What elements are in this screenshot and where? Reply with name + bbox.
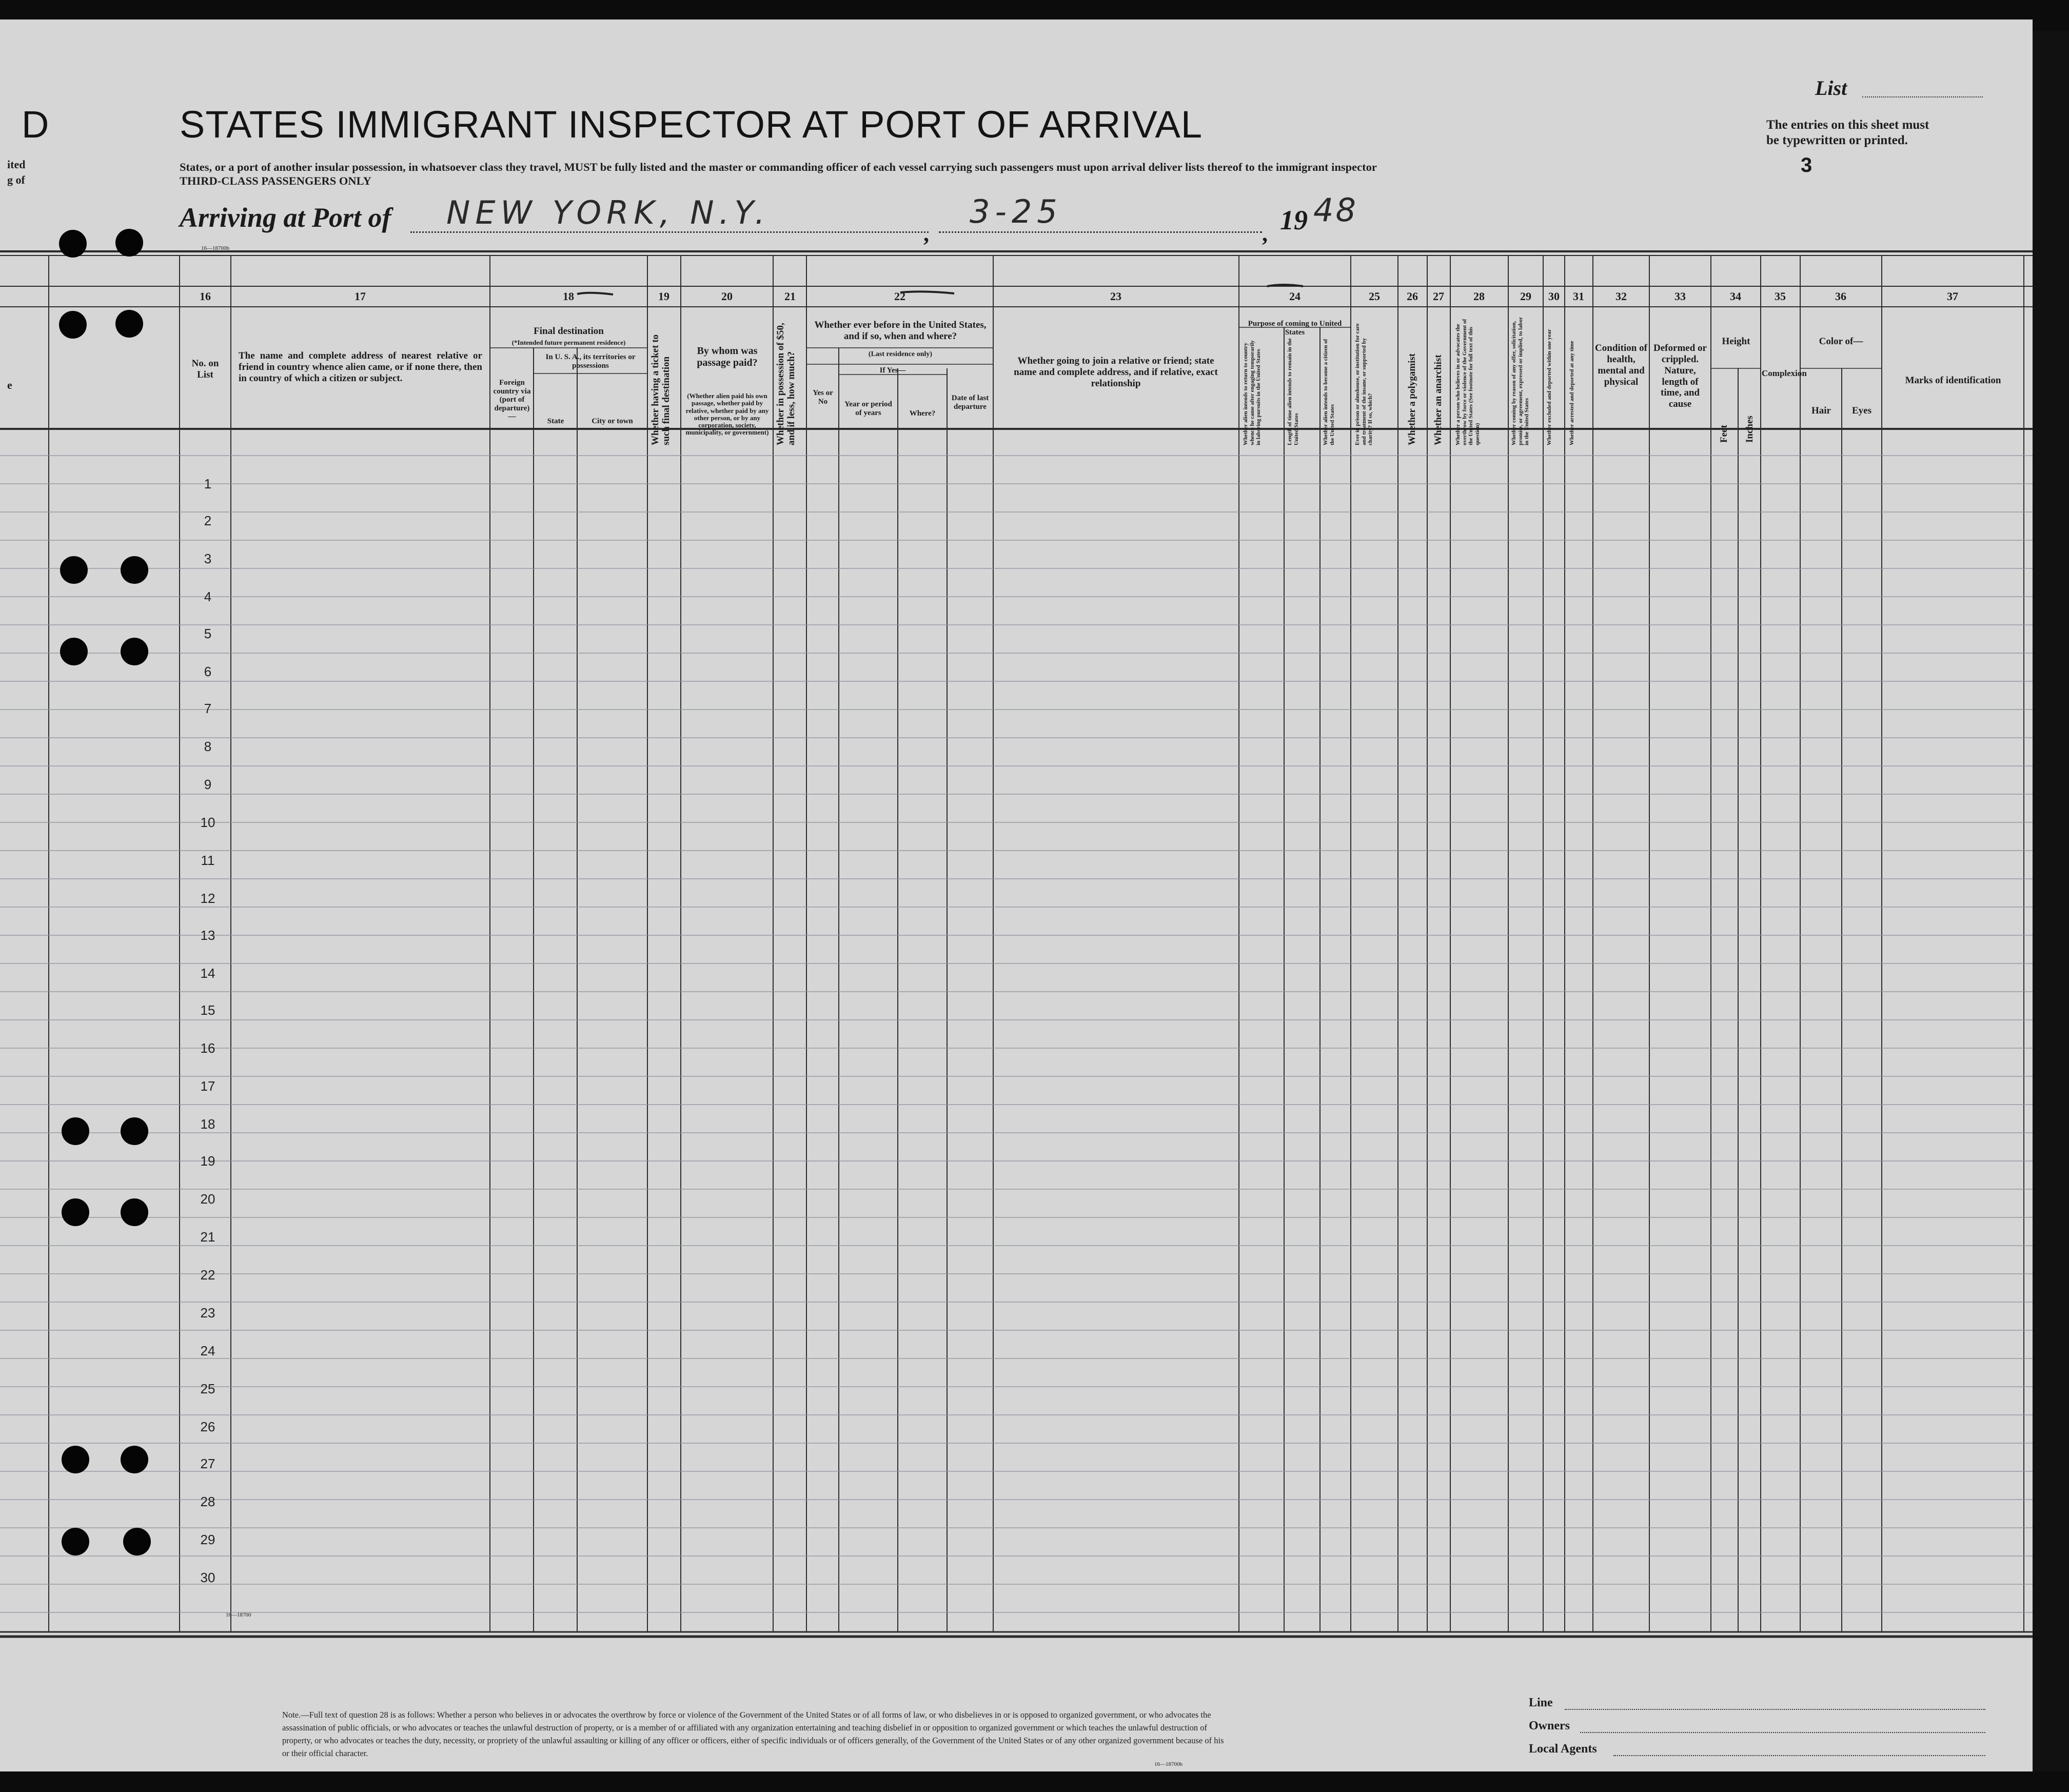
header-ticket: Whether having a ticket to such final destination [650,334,672,445]
header-joining-relative: Whether going to join a relative or friend; state name and complete address, and if relative, exact relationship [1014,356,1218,389]
row-number: 14 [200,966,215,981]
row-number: 28 [200,1494,215,1509]
punch-hole-icon [123,1528,151,1555]
header-feet: Feet [1719,425,1729,443]
col-num-32: 32 [1615,290,1627,303]
left-edge-fragment-2: g of [7,173,25,186]
local-agents-field [1613,1755,1985,1756]
row-number: 24 [200,1343,215,1358]
footnote-question-28: Note.—Full text of question 28 is as follows: Whether a person who believes in or advocates the overthrow by force or violence of the Government of the United States or of all forms of law, or who disbelieves in or is opposed to organized government, or who advocates the assassination of public officials, or who advocates or teaches the unlawful destruction of property, or is a member of or affiliated with any organization entertaining and teaching disbelief in or opposition to organized government or which teaches the unlawful destruction of property, or who advocates or teaches the duty, necessity, or propriety of the unlawful assaulting or killing of any officer or officers, either of specific individuals or of officers generally, of the Government of the United States or of any other organized government because of his or their official character. [282,1710,1224,1759]
header-in-usa: In U. S. A., its territories or possessions [545,353,636,370]
row-number: 22 [200,1267,215,1283]
row-number: 25 [200,1381,215,1396]
owners-field [1580,1732,1985,1733]
punch-hole-icon [121,1446,148,1473]
form-code-top: 16—18700b [201,245,229,251]
col-num-19: 19 [658,290,669,303]
year-prefix: 19 [1280,205,1308,235]
page-title: STATES IMMIGRANT INSPECTOR AT PORT OF ARRIVAL [180,103,1203,146]
port-value: NEW YORK, N.Y. [446,194,770,231]
owners-label: Owners [1529,1719,1570,1732]
row-number: 30 [200,1570,215,1585]
punch-hole-icon [115,310,143,338]
col-num-29: 29 [1520,290,1531,303]
col-num-22: 22 [894,290,905,303]
entries-note-2: be typewritten or printed. [1766,133,1908,147]
list-label: List [1815,76,1847,100]
header-color-of: Color of— [1819,336,1863,347]
line-field [1565,1709,1985,1710]
row-number: 19 [200,1153,215,1169]
row-number: 3 [204,551,212,566]
header-year-or-period: Year or period of years [844,400,892,417]
row-number: 2 [204,513,212,528]
header-coming-offer: Whether coming by reason of any offer, solicitation, promise, or agreement, expressed or implied, to labor in the United States [1511,317,1530,445]
col-num-30: 30 [1548,290,1560,303]
row-number: 21 [200,1229,215,1245]
header-excluded: Whether excluded and deported within one year [1546,329,1552,445]
header-polygamist: Whether a polygamist [1407,353,1417,445]
punch-hole-icon [62,1528,89,1555]
col-num-37: 37 [1947,290,1958,303]
header-arrested: Whether arrested and deported at any time [1569,341,1575,445]
col-num-34: 34 [1730,290,1741,303]
col-num-23: 23 [1110,290,1121,303]
row-number: 17 [200,1078,215,1094]
header-no-on-list: No. on List [191,358,219,380]
row-number: 23 [200,1305,215,1321]
form-code-bottom: 16—18700 [226,1612,251,1618]
header-passage-paid-note: (Whether alien paid his own passage, whether paid by relative, whether paid by any other person, or by any corporation, society, municipality, or government) [685,392,769,437]
col-num-16: 16 [200,290,211,303]
header-eyes: Eyes [1852,405,1871,416]
row-number: 6 [204,664,212,679]
page-subtitle: States, or a port of another insular possession, in whatsoever class they travel, MUST be fully listed and the master or commanding officer of each vessel carrying such passengers must upon arrival deliver lists thereof to the immigrant inspector [180,161,1377,173]
class-line: THIRD-CLASS PASSENGERS ONLY [180,174,371,187]
col-num-21: 21 [784,290,796,303]
header-marks: Marks of identification [1905,375,2001,386]
line-label: Line [1529,1696,1553,1709]
row-number: 5 [204,626,212,641]
row-number: 8 [204,739,212,754]
row-number: 12 [200,891,215,906]
year-value: 48 [1313,191,1358,229]
header-yes-or-no: Yes or No [813,389,833,406]
manifest-sheet: D ited g of e STATES IMMIGRANT INSPECTOR AT PORT OF ARRIVAL States, or a port of another insular possession, in whatsoever class they travel, MUST be fully listed and the master or commanding officer of each vessel carrying such passengers must upon arrival deliver lists thereof to the immigrant inspector THIRD-CLASS PASSENGERS ONLY List The entries on this sheet must be typewritten or printed. 3 Arriving at Port of NEW YORK, N.Y. , 3-25 , 19 48 16—18700b 16 17 18 19 20 21 22 23 24 25 26 27 28 29 30 31 32 33 34 35 36 37 No. on List The name and complete address of nearest relative or friend in country whence alien came, or if none there, then in country of which a citizen or subject. Final destination (*Intended future permanent residence) Foreign country via (port of departure)— In U. S. A., its territories or possessions State City or town Whether having a ticket to such final destination By whom was passage paid? (Whether alien paid his own passage, whether paid by relative, whether paid by any other person, or by any corporation, society, municipality, or government) Whether in possession of $50, and if less, how much? Whether ever before in the United States, and if so, when and where? (Last residence only) If Yes— Yes or No Year or period of years Where? Date of last departure Whether going to join a relative or friend; state name and complete address, and if relative, exact relationship Purpose of coming to United States Whether alien intends to return to country whence he came after engaging temporarily in laboring pursuits in the United States Length of time alien intends to remain in the United States Whether alien intends to become a citizen of the United States Ever in prison or almshouse, or institution for care and treatment of the insane, or supported by charity? If so, which? Whether a polygamist Whether an anarchist Whether a person who believes in or advocates the overthrow by force or violence of the Government of the United States (See footnote for full text of this question) Whether coming by reason of any offer, solicitation, promise, or agreement, expressed or implied, to labor in the United States Whether excluded and deported within one year Whether arrested and deported at any time Condition of health, mental and physical Deformed or crippled. Nature, length of time, and cause Height Feet Inches Complexion Color of— Hair Eyes Marks of identification 1 2 3 4 5 6 7 8 9 10 11 12 13 14 15 16 17 18 19 20 21 22 23 24 25 26 27 28 29 30 16—18700 Note.—Full text of question 28 is as follows: Whether a person who believes in or advocates the overthrow by force or violence of the Government of the United States or of all forms of law, or who disbelieves in or is opposed to organized government, or who advocates the assassination of public officials, or who advocates or teaches the unlawful destruction of property, or is a member of or affiliated with any organization entertaining and teaching disbelief in or opposition to organized government or which teaches the unlawful destruction of property, or who advocates or teaches the duty, necessity, or propriety of the unlawful assaulting or killing of any officer or officers, either of specific individuals or of officers generally, of the Government of the United States or of any other organized government because of his or their official character. 16—18700b Line Owners Local Agents [0,19,2033,1771]
header-foreign-country: Foreign country via (port of departure)— [493,379,531,421]
row-number: 26 [200,1419,215,1434]
punch-hole-icon [62,1117,89,1145]
row-number: 11 [201,853,215,868]
header-overthrow: Whether a person who believes in or advocates the overthrow by force or violence of the Government of the United States (See footnote for full text of this question) [1455,319,1481,445]
col-num-24: 24 [1289,290,1300,303]
punch-hole-icon [59,311,87,339]
header-city-or-town: City or town [592,417,633,425]
header-final-destination-note: (*Intended future permanent residence) [511,339,626,346]
header-anarchist: Whether an anarchist [1433,355,1444,445]
row-number: 18 [200,1116,215,1132]
header-deformed: Deformed or crippled. Nature, length of time, and cause [1653,343,1707,410]
header-nearest-relative: The name and complete address of nearest relative or friend in country whence alien came, or if none there, then in country of which a citizen or subject. [239,350,482,384]
scan-border [2033,31,2069,1771]
col-num-36: 36 [1835,290,1846,303]
row-number: 9 [204,777,212,792]
header-hair: Hair [1811,405,1831,416]
col-num-33: 33 [1674,290,1686,303]
row-number: 1 [204,476,212,491]
header-if-yes: If Yes— [879,366,906,375]
arriving-label: Arriving at Port of [180,202,391,233]
header-purpose-a: Whether alien intends to return to country whence he came after engaging temporarily in laboring pursuits in the United States [1243,340,1262,445]
header-last-residence: (Last residence only) [868,350,933,358]
header-fifty-dollars: Whether in possession of $50, and if less, how much? [775,323,797,445]
punch-hole-icon [121,1198,148,1226]
header-purpose-c: Whether alien intends to become a citizen of the United States [1323,339,1335,445]
row-number: 29 [200,1532,215,1547]
col-num-26: 26 [1407,290,1418,303]
header-purpose-b: Length of time alien intends to remain in the United States [1287,338,1299,445]
punch-hole-icon [115,229,143,257]
date-value: 3-25 [970,193,1062,230]
punch-hole-icon [62,1446,89,1473]
row-number: 13 [200,928,215,943]
header-inches: Inches [1744,416,1755,443]
col-num-25: 25 [1369,290,1380,303]
left-edge-fragment-3: e [7,379,12,391]
row-number: 27 [200,1456,215,1471]
header-passage-paid: By whom was passage paid? [697,345,758,368]
col-num-28: 28 [1473,290,1485,303]
header-prison: Ever in prison or almshouse, or institution for care and treatment of the insane, or supported by charity? If so, which? [1354,323,1374,445]
sheet-number: 3 [1801,154,1812,176]
col-num-35: 35 [1775,290,1786,303]
punch-hole-icon [62,1198,89,1226]
punch-hole-icon [60,556,88,584]
col-num-17: 17 [354,290,366,303]
punch-hole-icon [121,1117,148,1145]
header-where: Where? [909,409,936,418]
header-date-last-departure: Date of last departure [951,394,989,411]
header-ever-before: Whether ever before in the United States, and if so, when and where? [814,320,987,342]
col-num-31: 31 [1573,290,1584,303]
header-purpose: Purpose of coming to United States [1248,320,1342,337]
footnote-code: 16—18700b [1154,1761,1183,1767]
local-agents-label: Local Agents [1529,1742,1597,1756]
row-number: 10 [200,815,215,830]
col-num-18: 18 [563,290,574,303]
row-number: 4 [204,589,212,604]
header-final-destination: Final destination [534,326,604,337]
header-state: State [547,417,564,425]
punch-hole-icon [59,230,87,258]
entries-note-1: The entries on this sheet must [1766,118,1929,132]
table-grid [0,19,2033,1771]
col-num-27: 27 [1433,290,1444,303]
punch-hole-icon [60,638,88,665]
left-edge-fragment-1: ited [7,158,26,171]
left-edge-letter: D [22,103,50,146]
header-condition: Condition of health, mental and physical [1595,343,1647,387]
col-num-20: 20 [721,290,733,303]
punch-hole-icon [121,556,148,584]
row-number: 7 [204,701,212,716]
row-number: 20 [200,1191,215,1207]
row-number: 15 [200,1002,215,1018]
header-height: Height [1722,336,1750,347]
row-number: 16 [200,1040,215,1056]
punch-hole-icon [121,638,148,665]
header-complexion: Complexion [1762,368,1807,378]
